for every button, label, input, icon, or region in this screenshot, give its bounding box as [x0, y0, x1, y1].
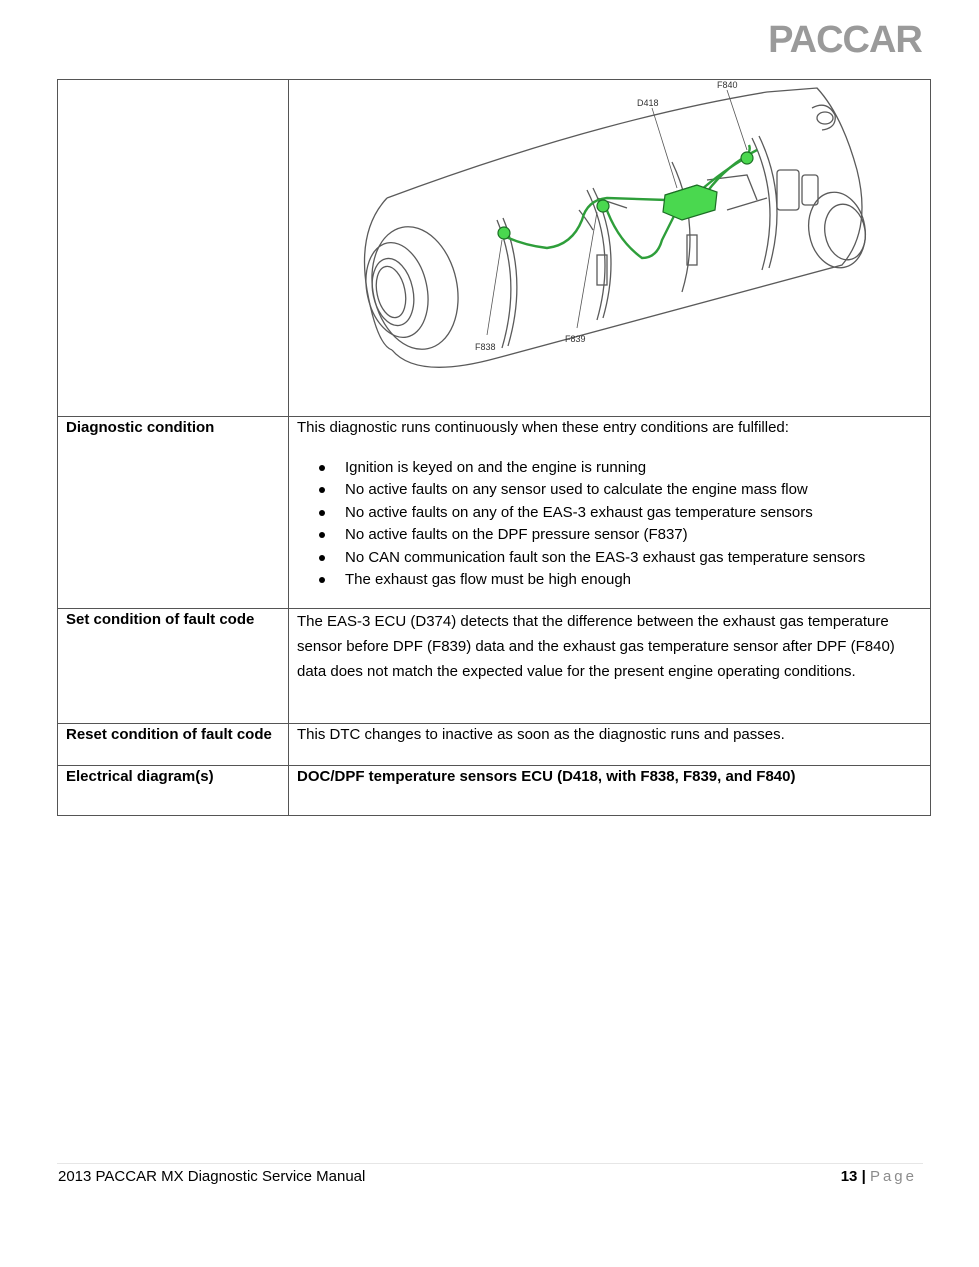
list-item: Ignition is keyed on and the engine is running — [345, 457, 922, 479]
entry-conditions-list — [297, 457, 922, 591]
paccar-logo-text: PACCAR — [768, 19, 922, 58]
diagnostic-condition-label: Diagnostic condition — [58, 417, 289, 609]
figure-row-label-cell — [58, 80, 289, 417]
reset-condition-row — [58, 724, 931, 766]
ecu-d418 — [663, 185, 717, 220]
set-condition-label: Set condition of fault code — [58, 609, 289, 724]
page-separator: | — [861, 1168, 866, 1185]
reset-condition-text: This DTC changes to inactive as soon as the diagnostic runs and passes. — [289, 724, 931, 766]
callout-f839: F839 — [565, 334, 586, 344]
diagnostic-condition-intro: This diagnostic runs continuously when these entry conditions are fulfilled: — [297, 419, 789, 436]
list-item: No active faults on any sensor used to calculate the engine mass flow — [345, 479, 922, 501]
figure-row — [58, 80, 931, 417]
footer-divider — [57, 1163, 923, 1164]
sensor-harness — [502, 145, 757, 258]
diagnostic-condition-cell — [289, 417, 931, 609]
reset-condition-label: Reset condition of fault code — [58, 724, 289, 766]
set-condition-text: The EAS-3 ECU (D374) detects that the difference between the exhaust gas temperature sensor before DPF (F839) data and the exhaust gas temperature sensor after DPF (F840) data does not match the expected value for the present engine operating conditions. — [289, 609, 931, 724]
aftertreatment-sensor-figure — [297, 80, 940, 416]
set-condition-row — [58, 609, 931, 724]
electrical-diagram-text: DOC/DPF temperature sensors ECU (D418, with F838, F839, and F840) — [289, 766, 931, 816]
list-item: The exhaust gas flow must be high enough — [345, 569, 922, 591]
footer-page-info — [841, 1168, 917, 1185]
page-number: 13 — [840, 1168, 858, 1185]
footer-manual-title: 2013 PACCAR MX Diagnostic Service Manual — [58, 1168, 366, 1185]
electrical-diagram-row — [58, 766, 931, 816]
sensor-f839-icon — [597, 200, 609, 212]
diagnostic-condition-row — [58, 417, 931, 609]
list-item: No active faults on the DPF pressure sensor (F837) — [345, 524, 922, 546]
callout-labels — [475, 80, 738, 352]
sensor-f840-icon — [741, 152, 753, 164]
figure-cell — [289, 80, 931, 417]
callout-d418: D418 — [637, 98, 659, 108]
page-word: Page — [869, 1168, 917, 1185]
callout-f840: F840 — [717, 80, 738, 90]
fault-info-table — [57, 79, 931, 816]
sensor-f838-icon — [498, 227, 510, 239]
electrical-diagram-label: Electrical diagram(s) — [58, 766, 289, 816]
callout-f838: F838 — [475, 342, 496, 352]
paccar-logo — [766, 18, 924, 58]
list-item: No CAN communication fault son the EAS-3 exhaust gas temperature sensors — [345, 547, 922, 569]
list-item: No active faults on any of the EAS-3 exhaust gas temperature sensors — [345, 502, 922, 524]
